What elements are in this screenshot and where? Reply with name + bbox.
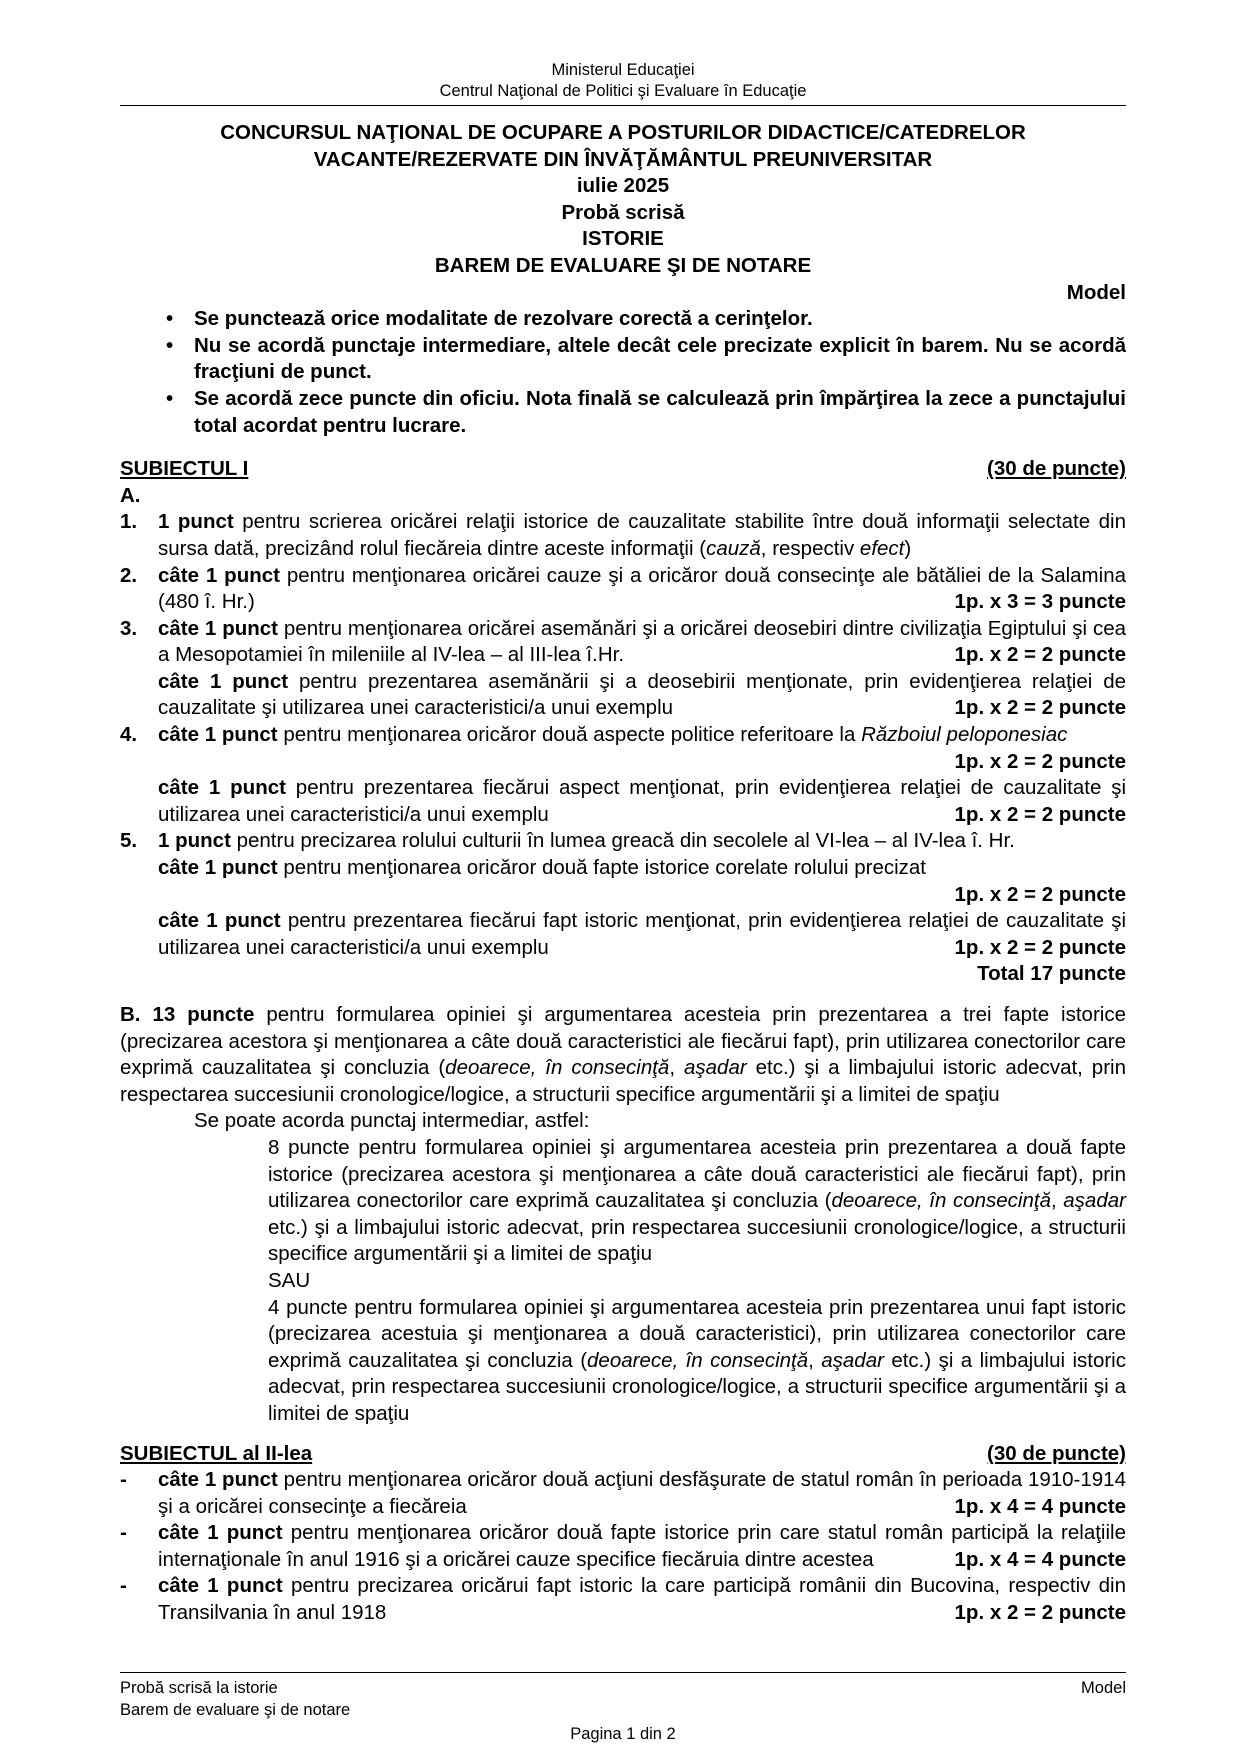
text-segment: ) xyxy=(904,536,912,560)
points-formula: 1p. x 2 = 2 puncte xyxy=(954,802,1126,826)
section-heading-s2 xyxy=(120,1441,1126,1468)
section-points: (30 de puncte) xyxy=(987,457,1126,481)
text-segment: pentru menţionarea oricăror două aspecte politice referitoare la xyxy=(277,723,862,747)
instructions-list xyxy=(166,306,1126,439)
title-line: ISTORIE xyxy=(582,227,664,251)
points-formula: 1p. x 2 = 2 puncte xyxy=(954,1601,1126,1625)
criterion-text xyxy=(158,509,1126,562)
item-body xyxy=(158,722,1126,828)
text-segment: etc.) şi a limbajului istoric adecvat, prin respectarea succesiunii cronologice/logice, a structurii specifice argumentării şi a limitei de spaţiu xyxy=(268,1215,1126,1266)
text-segment: 8 puncte pentru formularea opiniei şi argumentarea acesteia prin prezentarea a două fapte istorice (precizarea acestora şi menţionarea a câte două caracteristici ale fiecărui fapt), prin utilizarea conectorilor care exprimă cauzalitatea şi concluzia ( xyxy=(268,1135,1126,1213)
item-number: 4. xyxy=(120,723,138,747)
item-number: - xyxy=(120,1574,127,1598)
s2-items xyxy=(120,1467,1126,1627)
page-footer xyxy=(120,1677,1126,1745)
section-points: (30 de puncte) xyxy=(987,1441,1126,1465)
points-formula: 1p. x 3 = 3 puncte xyxy=(954,590,1126,614)
criterion-text xyxy=(158,775,1126,828)
text-segment: câte 1 punct xyxy=(158,723,278,747)
text-segment: , xyxy=(808,1348,822,1372)
footer-subject: Probă scrisă la istorie xyxy=(120,1679,278,1697)
instruction-text: Nu se acordă punctaje intermediare, altele decât cele precizate explicit în barem. Nu se acordă fracţiuni de punct. xyxy=(194,333,1126,384)
bullet-icon: • xyxy=(166,307,174,331)
title-line: Probă scrisă xyxy=(561,200,685,224)
text-segment: pentru menţionarea oricărei cauze şi a oricăror două consecinţe ale bătăliei de la Salamina (480 î. Hr.) xyxy=(158,563,1126,614)
title-line: iulie 2025 xyxy=(576,174,670,198)
points-formula: 1p. x 2 = 2 puncte xyxy=(954,696,1126,720)
text-segment: câte 1 punct xyxy=(158,856,278,880)
total-score: Total 17 puncte xyxy=(977,962,1126,986)
title-block xyxy=(120,120,1126,280)
text-segment: câte 1 punct xyxy=(158,1468,278,1492)
criterion-text xyxy=(158,1520,1126,1573)
text-segment: etc.) şi a limbajului istoric adecvat, prin respectarea succesiunii cronologice/logice, a structurii specifice argumentării şi a limitei de spaţiu xyxy=(268,1348,1126,1425)
option-4-points xyxy=(268,1295,1126,1428)
criterion-text xyxy=(158,855,1126,882)
or-label: SAU xyxy=(268,1268,311,1292)
instruction-item xyxy=(166,333,1126,386)
criterion-text xyxy=(158,722,1126,775)
item-number: 5. xyxy=(120,829,138,853)
intermediate-note: Se poate acorda punctaj intermediar, astfel: xyxy=(194,1109,590,1133)
instruction-item xyxy=(166,306,1126,333)
criterion-text xyxy=(158,1573,1126,1626)
section-title: SUBIECTUL al II-lea xyxy=(120,1441,313,1465)
title-line: BAREM DE EVALUARE ŞI DE NOTARE xyxy=(434,253,812,277)
item-number: - xyxy=(120,1521,127,1545)
s1-items xyxy=(120,509,1126,961)
text-segment: câte 1 punct xyxy=(158,1521,283,1545)
criterion-text xyxy=(158,828,1126,855)
criterion-text xyxy=(158,908,1126,961)
text-segment: câte 1 punct xyxy=(158,669,289,693)
model-label: Model xyxy=(1066,280,1126,304)
scoring-item xyxy=(120,563,1126,616)
item-body xyxy=(158,828,1126,961)
text-segment: aşadar xyxy=(683,1056,747,1080)
footer-model: Model xyxy=(1081,1679,1126,1697)
item-body xyxy=(158,1467,1126,1520)
item-body xyxy=(158,563,1126,616)
text-segment: cauză xyxy=(706,536,761,560)
text-segment: aşadar xyxy=(1063,1189,1126,1213)
instruction-text: Se punctează orice modalitate de rezolvare corectă a cerinţelor. xyxy=(194,307,813,331)
center-name: Centrul Naţional de Politici şi Evaluare în Educaţie xyxy=(439,82,807,100)
document-body xyxy=(120,120,1126,1627)
points-formula: 1p. x 4 = 4 puncte xyxy=(954,1494,1126,1518)
text-segment: efect xyxy=(859,536,905,560)
item-body xyxy=(158,1520,1126,1573)
title-line: CONCURSUL NAŢIONAL DE OCUPARE A POSTURILOR DIDACTICE/CATEDRELOR xyxy=(220,121,1026,144)
text-segment: pentru prezentarea fiecărui aspect menţionat, prin evidenţierea relaţiei de cauzalitate şi utilizarea unei caracteristici/a unui exemplu xyxy=(158,776,1127,826)
text-segment: pentru scrierea oricărei relaţii istorice de cauzalitate stabilite între două informaţii selectate din sursa dată, precizând rolul fiecăreia dintre aceste informaţii ( xyxy=(158,510,1126,560)
text-segment: pentru menţionarea oricărei asemănări şi a oricărei deosebiri dintre civilizaţia Egiptului şi cea a Mesopotamiei în mileniile al IV-lea – al III-lea î.Hr. xyxy=(158,616,1126,667)
text-segment: , respectiv xyxy=(760,536,860,560)
text-segment: 1 punct xyxy=(158,829,231,853)
ministry-name: Ministerul Educaţiei xyxy=(551,61,695,79)
text-segment: , xyxy=(669,1056,684,1080)
header-rule xyxy=(120,105,1126,106)
points-formula: 1p. x 4 = 4 puncte xyxy=(954,1547,1126,1571)
text-segment: aşadar xyxy=(821,1348,884,1372)
text-segment: pentru formularea opiniei şi argumentarea acesteia prin prezentarea a trei fapte istorice (precizarea acestora şi menţionarea a câte două caracteristici ale fiecărui fapt), prin utilizarea conectorilor care exprimă cauzalitatea şi concluzia ( xyxy=(120,1003,1126,1080)
item-body xyxy=(158,1573,1126,1626)
scoring-item xyxy=(120,722,1126,828)
text-segment: Războiul peloponesiac xyxy=(861,723,1068,747)
bullet-icon: • xyxy=(166,386,174,410)
option-8-points xyxy=(268,1135,1126,1268)
scoring-item xyxy=(120,1520,1126,1573)
item-body xyxy=(158,616,1126,722)
instruction-item xyxy=(166,386,1126,439)
scoring-item xyxy=(120,509,1126,562)
item-number: 3. xyxy=(120,616,138,640)
text-segment: câte 1 punct xyxy=(158,909,281,933)
points-formula: 1p. x 2 = 2 puncte xyxy=(954,643,1126,667)
points-formula: 1p. x 2 = 2 puncte xyxy=(954,882,1126,906)
text-segment: câte 1 punct xyxy=(158,1574,283,1598)
text-segment: câte 1 punct xyxy=(158,776,286,800)
text-segment: pentru prezentarea fiecărui fapt istoric menţionat, prin evidenţierea relaţiei de cauzalitate şi utilizarea unei caracteristici/a unui exemplu xyxy=(158,909,1126,959)
scoring-item xyxy=(120,1467,1126,1520)
text-segment: deoarece, în consecinţă xyxy=(445,1056,670,1080)
text-segment: deoarece, în consecinţă xyxy=(587,1348,809,1372)
part-a-label: A. xyxy=(120,483,141,507)
text-segment: deoarece, în consecinţă xyxy=(831,1189,1051,1213)
criterion-text xyxy=(158,669,1126,722)
text-segment: pentru menţionarea oricăror două fapte istorice corelate rolului precizat xyxy=(277,856,926,880)
text-segment: pentru menţionarea oricăror două fapte istorice prin care statul român participă la relaţiile internaţionale în anul 1916 şi a oricărei cauze specifice fiecăruia dintre acestea xyxy=(158,1521,1126,1571)
text-segment: 1 punct xyxy=(158,510,234,534)
text-segment: câte 1 punct xyxy=(158,563,280,587)
item-number: - xyxy=(120,1468,127,1492)
section-heading-s1 xyxy=(120,456,1126,483)
points-formula: 1p. x 2 = 2 puncte xyxy=(954,935,1126,959)
scoring-item xyxy=(120,616,1126,722)
scoring-item xyxy=(120,828,1126,961)
text-segment: pentru precizarea rolului culturii în lumea greacă din secolele al VI-lea – al IV-lea î. Hr. xyxy=(230,829,1015,853)
title-line: VACANTE/REZERVATE DIN ÎNVĂŢĂMÂNTUL PREUNIVERSITAR xyxy=(313,147,933,171)
item-number: 2. xyxy=(120,563,138,587)
scoring-item xyxy=(120,1573,1126,1626)
text-segment: B. 13 puncte xyxy=(120,1003,255,1026)
part-b-paragraph xyxy=(120,1002,1126,1108)
item-body xyxy=(158,509,1126,562)
footer-rule xyxy=(120,1672,1126,1673)
text-segment: 4 puncte pentru formularea opiniei şi argumentarea acesteia prin prezentarea unui fapt istoric (precizarea acestuia şi menţionarea a două caracteristici), prin utilizarea conectorilor care exprimă cauzalitatea şi concluzia ( xyxy=(268,1295,1126,1372)
text-segment: pentru precizarea oricărui fapt istoric la care participă românii din Bucovina, respectiv din Transilvania în anul 1918 xyxy=(158,1574,1126,1625)
page-number: Pagina 1 din 2 xyxy=(570,1725,676,1743)
section-title: SUBIECTUL I xyxy=(120,457,249,481)
bullet-icon: • xyxy=(166,333,174,357)
criterion-text xyxy=(158,1467,1126,1520)
text-segment: , xyxy=(1050,1189,1064,1213)
page-header xyxy=(120,60,1126,102)
text-segment: pentru menţionarea oricăror două acţiuni desfăşurate de statul român în perioada 1910-1914 şi a oricărei consecinţe a fiecăreia xyxy=(158,1468,1126,1518)
text-segment: câte 1 punct xyxy=(158,616,279,640)
item-number: 1. xyxy=(120,510,138,534)
instruction-text: Se acordă zece puncte din oficiu. Nota finală se calculează prin împărţirea la zece a punctajului total acordat pentru lucrare. xyxy=(194,386,1126,437)
criterion-text xyxy=(158,616,1126,669)
points-formula: 1p. x 2 = 2 puncte xyxy=(954,749,1126,773)
text-segment: pentru prezentarea asemănării şi a deosebirii menţionate, prin evidenţierea relaţiei de cauzalitate şi utilizarea unei caracteristici/a unui exemplu xyxy=(158,669,1126,720)
text-segment: etc.) şi a limbajului istoric adecvat, prin respectarea succesiunii cronologice/logice, a structurii specifice argumentării şi a limitei de spaţiu xyxy=(120,1056,1126,1106)
footer-doc-type: Barem de evaluare şi de notare xyxy=(120,1701,351,1719)
criterion-text xyxy=(158,563,1126,616)
